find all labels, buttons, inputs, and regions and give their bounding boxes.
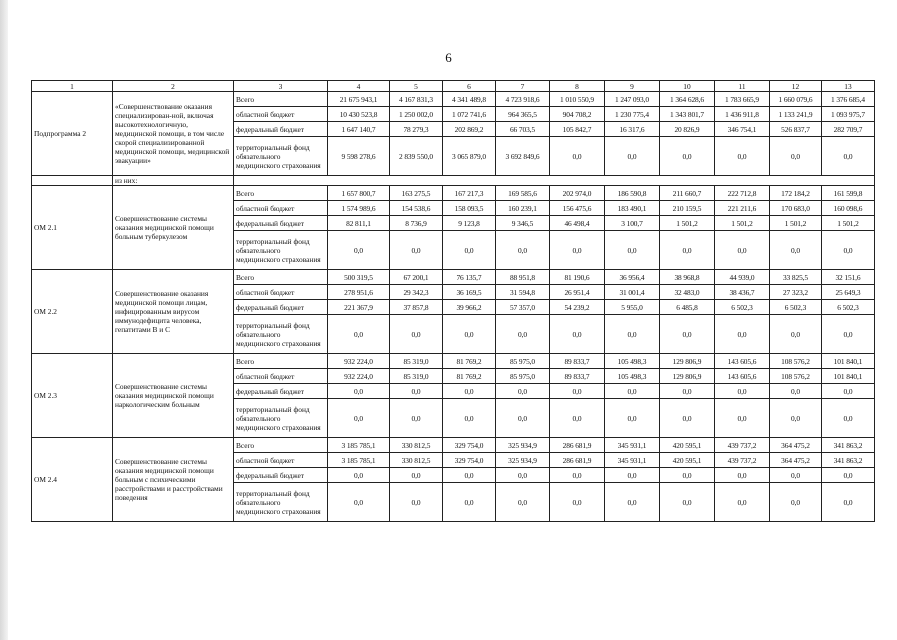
header-cell: 3 bbox=[234, 81, 328, 92]
value-cell: 82 811,1 bbox=[328, 216, 390, 231]
value-cell: 0,0 bbox=[496, 384, 550, 399]
value-cell: 202 974,0 bbox=[550, 186, 605, 201]
value-cell: 0,0 bbox=[443, 384, 496, 399]
funding-source: территориальный фонд обязательного медицинского страхования bbox=[234, 483, 328, 522]
value-cell: 66 703,5 bbox=[496, 122, 550, 137]
note-row bbox=[32, 176, 875, 186]
value-cell: 105 498,3 bbox=[605, 369, 660, 384]
value-cell: 9 598 278,6 bbox=[328, 137, 390, 176]
row-code: ОМ 2.3 bbox=[32, 354, 113, 438]
table-row bbox=[32, 92, 875, 107]
value-cell: 330 812,5 bbox=[390, 438, 443, 453]
header-cell: 7 bbox=[496, 81, 550, 92]
value-cell: 0,0 bbox=[660, 137, 715, 176]
value-cell: 161 599,8 bbox=[822, 186, 875, 201]
value-cell: 1 657 800,7 bbox=[328, 186, 390, 201]
value-cell: 0,0 bbox=[605, 315, 660, 354]
value-cell: 0,0 bbox=[660, 468, 715, 483]
funding-source: территориальный фонд обязательного медицинского страхования bbox=[234, 137, 328, 176]
value-cell: 9 123,8 bbox=[443, 216, 496, 231]
value-cell: 29 342,3 bbox=[390, 285, 443, 300]
value-cell: 183 490,1 bbox=[605, 201, 660, 216]
value-cell: 0,0 bbox=[550, 384, 605, 399]
value-cell: 0,0 bbox=[715, 483, 770, 522]
value-cell: 27 323,2 bbox=[770, 285, 822, 300]
value-cell: 0,0 bbox=[496, 231, 550, 270]
value-cell: 964 365,5 bbox=[496, 107, 550, 122]
funding-source: областной бюджет bbox=[234, 453, 328, 468]
value-cell: 222 712,8 bbox=[715, 186, 770, 201]
value-cell: 1 010 550,9 bbox=[550, 92, 605, 107]
value-cell: 439 737,2 bbox=[715, 438, 770, 453]
value-cell: 0,0 bbox=[328, 231, 390, 270]
value-cell: 31 001,4 bbox=[605, 285, 660, 300]
funding-source: Всего bbox=[234, 92, 328, 107]
value-cell: 160 098,6 bbox=[822, 201, 875, 216]
table-row bbox=[32, 354, 875, 369]
value-cell: 0,0 bbox=[328, 399, 390, 438]
budget-table bbox=[31, 80, 875, 522]
value-cell: 88 951,8 bbox=[496, 270, 550, 285]
value-cell: 8 736,9 bbox=[390, 216, 443, 231]
value-cell: 20 826,9 bbox=[660, 122, 715, 137]
funding-source: федеральный бюджет bbox=[234, 468, 328, 483]
value-cell: 143 605,6 bbox=[715, 369, 770, 384]
empty-cell bbox=[32, 176, 113, 186]
value-cell: 278 951,6 bbox=[328, 285, 390, 300]
value-cell: 286 681,9 bbox=[550, 453, 605, 468]
value-cell: 57 357,0 bbox=[496, 300, 550, 315]
value-cell: 0,0 bbox=[328, 483, 390, 522]
value-cell: 89 833,7 bbox=[550, 354, 605, 369]
value-cell: 129 806,9 bbox=[660, 354, 715, 369]
value-cell: 0,0 bbox=[715, 384, 770, 399]
value-cell: 38 968,8 bbox=[660, 270, 715, 285]
value-cell: 31 594,8 bbox=[496, 285, 550, 300]
value-cell: 5 955,0 bbox=[605, 300, 660, 315]
value-cell: 1 230 775,4 bbox=[605, 107, 660, 122]
value-cell: 526 837,7 bbox=[770, 122, 822, 137]
empty-cell bbox=[234, 176, 875, 186]
header-cell: 11 bbox=[715, 81, 770, 92]
value-cell: 1 501,2 bbox=[822, 216, 875, 231]
value-cell: 0,0 bbox=[328, 468, 390, 483]
value-cell: 0,0 bbox=[660, 231, 715, 270]
value-cell: 1 376 685,4 bbox=[822, 92, 875, 107]
value-cell: 163 275,5 bbox=[390, 186, 443, 201]
value-cell: 143 605,6 bbox=[715, 354, 770, 369]
value-cell: 32 483,0 bbox=[660, 285, 715, 300]
value-cell: 0,0 bbox=[770, 231, 822, 270]
value-cell: 345 931,1 bbox=[605, 453, 660, 468]
value-cell: 1 093 975,7 bbox=[822, 107, 875, 122]
value-cell: 0,0 bbox=[496, 468, 550, 483]
value-cell: 169 585,6 bbox=[496, 186, 550, 201]
value-cell: 364 475,2 bbox=[770, 453, 822, 468]
value-cell: 1 783 665,9 bbox=[715, 92, 770, 107]
value-cell: 286 681,9 bbox=[550, 438, 605, 453]
value-cell: 105 842,7 bbox=[550, 122, 605, 137]
value-cell: 0,0 bbox=[443, 483, 496, 522]
value-cell: 0,0 bbox=[715, 468, 770, 483]
value-cell: 0,0 bbox=[605, 384, 660, 399]
value-cell: 932 224,0 bbox=[328, 354, 390, 369]
value-cell: 4 167 831,3 bbox=[390, 92, 443, 107]
page-number: 6 bbox=[445, 50, 452, 65]
value-cell: 9 346,5 bbox=[496, 216, 550, 231]
funding-source: территориальный фонд обязательного медицинского страхования bbox=[234, 315, 328, 354]
value-cell: 0,0 bbox=[443, 468, 496, 483]
value-cell: 36 169,5 bbox=[443, 285, 496, 300]
value-cell: 221 367,9 bbox=[328, 300, 390, 315]
value-cell: 0,0 bbox=[390, 315, 443, 354]
row-name: Совершенствование системы оказания медицинской помощи больным туберкулезом bbox=[113, 186, 234, 270]
value-cell: 0,0 bbox=[496, 399, 550, 438]
value-cell: 0,0 bbox=[605, 231, 660, 270]
value-cell: 1 660 079,6 bbox=[770, 92, 822, 107]
value-cell: 0,0 bbox=[660, 384, 715, 399]
value-cell: 0,0 bbox=[390, 468, 443, 483]
value-cell: 0,0 bbox=[822, 483, 875, 522]
value-cell: 154 538,6 bbox=[390, 201, 443, 216]
value-cell: 156 475,6 bbox=[550, 201, 605, 216]
value-cell: 1 501,2 bbox=[715, 216, 770, 231]
value-cell: 0,0 bbox=[822, 384, 875, 399]
value-cell: 345 931,1 bbox=[605, 438, 660, 453]
value-cell: 108 576,2 bbox=[770, 354, 822, 369]
value-cell: 0,0 bbox=[715, 137, 770, 176]
value-cell: 4 341 489,8 bbox=[443, 92, 496, 107]
value-cell: 108 576,2 bbox=[770, 369, 822, 384]
value-cell: 0,0 bbox=[822, 315, 875, 354]
value-cell: 329 754,0 bbox=[443, 453, 496, 468]
value-cell: 0,0 bbox=[715, 315, 770, 354]
value-cell: 167 217,3 bbox=[443, 186, 496, 201]
funding-source: Всего bbox=[234, 438, 328, 453]
value-cell: 101 840,1 bbox=[822, 354, 875, 369]
value-cell: 81 769,2 bbox=[443, 369, 496, 384]
header-cell: 10 bbox=[660, 81, 715, 92]
value-cell: 0,0 bbox=[715, 399, 770, 438]
header-cell: 9 bbox=[605, 81, 660, 92]
value-cell: 39 966,2 bbox=[443, 300, 496, 315]
value-cell: 6 485,8 bbox=[660, 300, 715, 315]
funding-source: областной бюджет bbox=[234, 201, 328, 216]
value-cell: 0,0 bbox=[822, 399, 875, 438]
value-cell: 85 975,0 bbox=[496, 354, 550, 369]
value-cell: 3 100,7 bbox=[605, 216, 660, 231]
value-cell: 37 857,8 bbox=[390, 300, 443, 315]
table-row bbox=[32, 186, 875, 201]
value-cell: 0,0 bbox=[660, 483, 715, 522]
value-cell: 0,0 bbox=[328, 315, 390, 354]
header-cell: 2 bbox=[113, 81, 234, 92]
value-cell: 1 343 801,7 bbox=[660, 107, 715, 122]
binder-edge bbox=[0, 0, 8, 640]
value-cell: 325 934,9 bbox=[496, 453, 550, 468]
value-cell: 158 093,5 bbox=[443, 201, 496, 216]
value-cell: 0,0 bbox=[550, 399, 605, 438]
value-cell: 221 211,6 bbox=[715, 201, 770, 216]
value-cell: 341 863,2 bbox=[822, 453, 875, 468]
value-cell: 76 135,7 bbox=[443, 270, 496, 285]
value-cell: 0,0 bbox=[770, 315, 822, 354]
value-cell: 33 825,5 bbox=[770, 270, 822, 285]
header-cell: 12 bbox=[770, 81, 822, 92]
value-cell: 170 683,0 bbox=[770, 201, 822, 216]
funding-source: Всего bbox=[234, 186, 328, 201]
value-cell: 0,0 bbox=[770, 137, 822, 176]
value-cell: 0,0 bbox=[770, 468, 822, 483]
value-cell: 3 692 849,6 bbox=[496, 137, 550, 176]
value-cell: 0,0 bbox=[822, 231, 875, 270]
value-cell: 16 317,6 bbox=[605, 122, 660, 137]
value-cell: 0,0 bbox=[822, 137, 875, 176]
value-cell: 202 869,2 bbox=[443, 122, 496, 137]
value-cell: 85 319,0 bbox=[390, 354, 443, 369]
value-cell: 1 364 628,6 bbox=[660, 92, 715, 107]
value-cell: 1 072 741,6 bbox=[443, 107, 496, 122]
value-cell: 3 185 785,1 bbox=[328, 453, 390, 468]
value-cell: 89 833,7 bbox=[550, 369, 605, 384]
row-name: «Совершенствование оказания специализирован-ной, включая высокотехнологичную, медицинской помощи, в том числе скорой специализированной медицинской помощи, медицинской эвакуации» bbox=[113, 92, 234, 176]
value-cell: 3 065 879,0 bbox=[443, 137, 496, 176]
value-cell: 4 723 918,6 bbox=[496, 92, 550, 107]
value-cell: 0,0 bbox=[605, 137, 660, 176]
value-cell: 1 647 140,7 bbox=[328, 122, 390, 137]
value-cell: 6 502,3 bbox=[822, 300, 875, 315]
value-cell: 500 319,5 bbox=[328, 270, 390, 285]
value-cell: 46 498,4 bbox=[550, 216, 605, 231]
funding-source: Всего bbox=[234, 270, 328, 285]
funding-source: Всего bbox=[234, 354, 328, 369]
value-cell: 6 502,3 bbox=[770, 300, 822, 315]
value-cell: 0,0 bbox=[550, 468, 605, 483]
value-cell: 1 574 989,6 bbox=[328, 201, 390, 216]
value-cell: 26 951,4 bbox=[550, 285, 605, 300]
funding-source: федеральный бюджет bbox=[234, 300, 328, 315]
row-name: Совершенствование оказания медицинской помощи лицам, инфицированным вирусом иммунодефицита человека, гепатитами В и С bbox=[113, 270, 234, 354]
value-cell: 0,0 bbox=[660, 315, 715, 354]
value-cell: 0,0 bbox=[390, 231, 443, 270]
value-cell: 0,0 bbox=[390, 399, 443, 438]
value-cell: 210 159,5 bbox=[660, 201, 715, 216]
value-cell: 439 737,2 bbox=[715, 453, 770, 468]
value-cell: 0,0 bbox=[390, 483, 443, 522]
separator-note: из них: bbox=[113, 176, 234, 186]
value-cell: 0,0 bbox=[496, 483, 550, 522]
value-cell: 932 224,0 bbox=[328, 369, 390, 384]
value-cell: 0,0 bbox=[390, 384, 443, 399]
value-cell: 0,0 bbox=[605, 483, 660, 522]
value-cell: 0,0 bbox=[822, 468, 875, 483]
value-cell: 0,0 bbox=[770, 399, 822, 438]
table-row bbox=[32, 438, 875, 453]
value-cell: 330 812,5 bbox=[390, 453, 443, 468]
value-cell: 85 319,0 bbox=[390, 369, 443, 384]
value-cell: 0,0 bbox=[605, 399, 660, 438]
funding-source: федеральный бюджет bbox=[234, 216, 328, 231]
value-cell: 36 956,4 bbox=[605, 270, 660, 285]
header-cell: 13 bbox=[822, 81, 875, 92]
value-cell: 0,0 bbox=[550, 137, 605, 176]
value-cell: 21 675 943,1 bbox=[328, 92, 390, 107]
value-cell: 341 863,2 bbox=[822, 438, 875, 453]
value-cell: 0,0 bbox=[443, 231, 496, 270]
value-cell: 420 595,1 bbox=[660, 438, 715, 453]
value-cell: 0,0 bbox=[550, 483, 605, 522]
value-cell: 0,0 bbox=[770, 483, 822, 522]
value-cell: 44 939,0 bbox=[715, 270, 770, 285]
value-cell: 129 806,9 bbox=[660, 369, 715, 384]
funding-source: областной бюджет bbox=[234, 107, 328, 122]
header-cell: 1 bbox=[32, 81, 113, 92]
value-cell: 32 151,6 bbox=[822, 270, 875, 285]
value-cell: 0,0 bbox=[605, 468, 660, 483]
value-cell: 0,0 bbox=[443, 315, 496, 354]
funding-source: территориальный фонд обязательного медицинского страхования bbox=[234, 231, 328, 270]
funding-source: территориальный фонд обязательного медицинского страхования bbox=[234, 399, 328, 438]
value-cell: 10 430 523,8 bbox=[328, 107, 390, 122]
row-code: ОМ 2.4 bbox=[32, 438, 113, 522]
value-cell: 1 133 241,9 bbox=[770, 107, 822, 122]
value-cell: 6 502,3 bbox=[715, 300, 770, 315]
value-cell: 904 708,2 bbox=[550, 107, 605, 122]
value-cell: 0,0 bbox=[550, 231, 605, 270]
value-cell: 211 660,7 bbox=[660, 186, 715, 201]
value-cell: 420 595,1 bbox=[660, 453, 715, 468]
value-cell: 160 239,1 bbox=[496, 201, 550, 216]
value-cell: 105 498,3 bbox=[605, 354, 660, 369]
header-cell: 8 bbox=[550, 81, 605, 92]
row-code: ОМ 2.1 bbox=[32, 186, 113, 270]
row-code: ОМ 2.2 bbox=[32, 270, 113, 354]
value-cell: 25 649,3 bbox=[822, 285, 875, 300]
value-cell: 0,0 bbox=[770, 384, 822, 399]
row-code: Подпрограмма 2 bbox=[32, 92, 113, 176]
value-cell: 78 279,3 bbox=[390, 122, 443, 137]
funding-source: областной бюджет bbox=[234, 369, 328, 384]
header-cell: 6 bbox=[443, 81, 496, 92]
value-cell: 0,0 bbox=[328, 384, 390, 399]
value-cell: 81 190,6 bbox=[550, 270, 605, 285]
value-cell: 0,0 bbox=[660, 399, 715, 438]
value-cell: 282 709,7 bbox=[822, 122, 875, 137]
value-cell: 325 934,9 bbox=[496, 438, 550, 453]
value-cell: 364 475,2 bbox=[770, 438, 822, 453]
value-cell: 0,0 bbox=[443, 399, 496, 438]
value-cell: 85 975,0 bbox=[496, 369, 550, 384]
value-cell: 0,0 bbox=[550, 315, 605, 354]
header-row bbox=[32, 81, 875, 92]
value-cell: 81 769,2 bbox=[443, 354, 496, 369]
value-cell: 2 839 550,0 bbox=[390, 137, 443, 176]
value-cell: 67 200,1 bbox=[390, 270, 443, 285]
value-cell: 101 840,1 bbox=[822, 369, 875, 384]
funding-source: федеральный бюджет bbox=[234, 384, 328, 399]
value-cell: 1 501,2 bbox=[770, 216, 822, 231]
table-row bbox=[32, 270, 875, 285]
header-cell: 5 bbox=[390, 81, 443, 92]
value-cell: 1 436 911,8 bbox=[715, 107, 770, 122]
row-name: Совершенствование системы оказания медицинской помощи наркологическим больным bbox=[113, 354, 234, 438]
header-cell: 4 bbox=[328, 81, 390, 92]
row-name: Совершенствование системы оказания медицинской помощи больным с психическими расстройствами и расстройствами поведения bbox=[113, 438, 234, 522]
value-cell: 1 247 093,0 bbox=[605, 92, 660, 107]
value-cell: 346 754,1 bbox=[715, 122, 770, 137]
value-cell: 329 754,0 bbox=[443, 438, 496, 453]
value-cell: 3 185 785,1 bbox=[328, 438, 390, 453]
value-cell: 0,0 bbox=[715, 231, 770, 270]
value-cell: 1 501,2 bbox=[660, 216, 715, 231]
value-cell: 1 250 002,0 bbox=[390, 107, 443, 122]
value-cell: 0,0 bbox=[496, 315, 550, 354]
value-cell: 54 239,2 bbox=[550, 300, 605, 315]
funding-source: федеральный бюджет bbox=[234, 122, 328, 137]
value-cell: 186 590,8 bbox=[605, 186, 660, 201]
value-cell: 172 184,2 bbox=[770, 186, 822, 201]
funding-source: областной бюджет bbox=[234, 285, 328, 300]
value-cell: 38 436,7 bbox=[715, 285, 770, 300]
